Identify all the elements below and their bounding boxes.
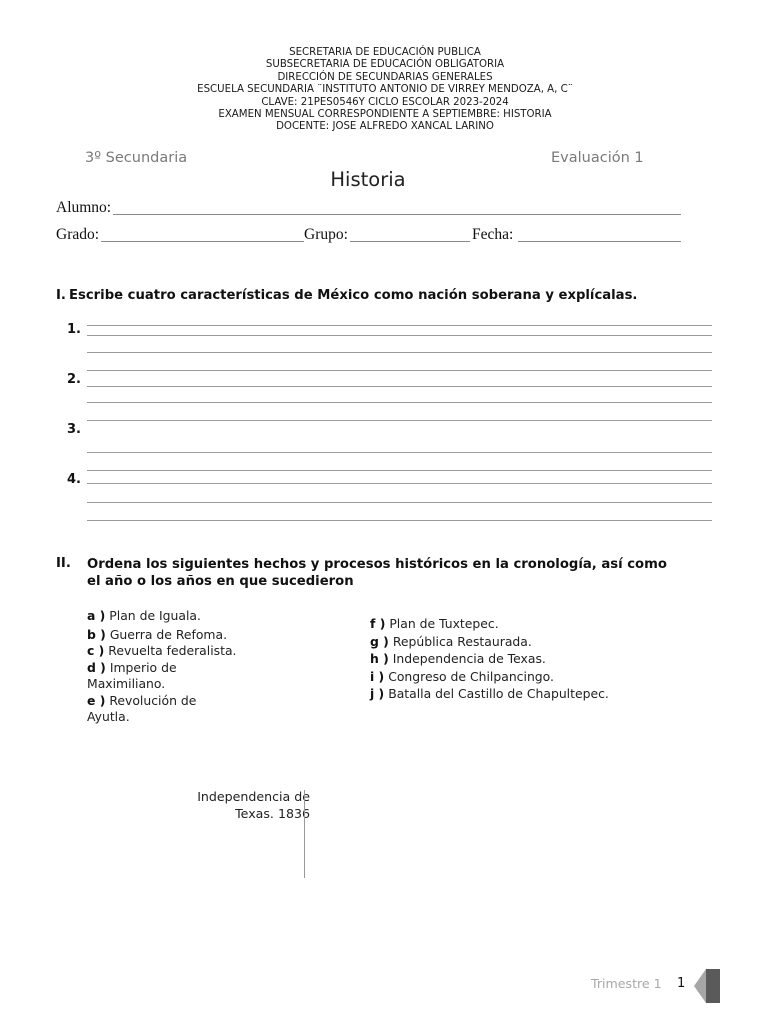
footer-trimester: Trimestre 1	[591, 976, 662, 991]
header-line: DOCENTE: JOSE ALFREDO XANCAL LARINO	[276, 121, 494, 133]
header-line: SECRETARIA DE EDUCACIÓN PUBLICA	[289, 47, 481, 58]
answer-line[interactable]	[87, 352, 712, 353]
grado-label: Grado:	[56, 226, 100, 243]
answer-line[interactable]	[87, 520, 712, 521]
answer-number-1: 1.	[67, 322, 81, 337]
list-item: a ) Plan de Iguala.	[87, 608, 201, 623]
list-item: c ) Revuelta federalista.	[87, 643, 237, 658]
list-item: d ) Imperio de Maximiliano.	[87, 659, 177, 691]
events-list-right	[370, 615, 670, 703]
answer-number-3: 3.	[67, 422, 81, 437]
evaluation-label: Evaluación 1	[551, 150, 644, 166]
grupo-field[interactable]	[350, 241, 470, 242]
timeline-label	[150, 788, 310, 822]
list-item: i ) Congreso de Chilpancingo.	[370, 668, 554, 684]
timeline-axis	[304, 790, 305, 878]
grupo-label: Grupo:	[304, 226, 348, 243]
answer-line[interactable]	[87, 325, 712, 326]
section-2-instruction-line: Ordena los siguientes hechos y procesos históricos en la cronología, así como	[87, 557, 667, 572]
header-line: ESCUELA SECUNDARIA ¨INSTITUTO ANTONIO DE VIRREY MENDOZA, A, C¨	[197, 84, 573, 96]
header-line: EXAMEN MENSUAL CORRESPONDIENTE A SEPTIEMBRE: HISTORIA	[218, 109, 552, 121]
answer-number-2: 2.	[67, 372, 81, 387]
timeline-label-line: Independencia de	[197, 789, 310, 804]
page-tab-icon	[694, 969, 722, 1003]
header-line: CLAVE: 21PES0546Y CICLO ESCOLAR 2023-2024	[261, 96, 509, 108]
section-2-instruction-line: el año o los años en que sucedieron	[87, 574, 354, 589]
answer-line[interactable]	[87, 386, 712, 387]
list-item: b ) Guerra de Refoma.	[87, 626, 228, 642]
section-1-number: I.	[56, 288, 66, 303]
header-line: SUBSECRETARIA DE EDUCACIÓN OBLIGATORIA	[265, 59, 505, 71]
list-item: e ) Revolución de Ayutla.	[87, 692, 197, 724]
timeline-label-line: Texas. 1836	[235, 806, 310, 821]
answer-line[interactable]	[87, 452, 712, 453]
page-number: 1	[677, 976, 686, 991]
list-item: j ) Batalla del Castillo de Chapultepec.	[370, 686, 609, 702]
section-2-instruction	[87, 556, 667, 590]
answer-line[interactable]	[87, 370, 712, 371]
fecha-field[interactable]	[518, 241, 681, 242]
fecha-label: Fecha:	[472, 226, 514, 243]
header-line: DIRECCIÓN DE SECUNDARIAS GENERALES	[277, 71, 493, 83]
grado-field[interactable]	[101, 241, 304, 242]
list-item: f ) Plan de Tuxtepec.	[370, 616, 499, 631]
answer-line[interactable]	[87, 420, 712, 421]
school-header	[0, 47, 768, 134]
events-list-left	[87, 608, 237, 726]
answer-number-4: 4.	[67, 472, 81, 487]
alumno-label: Alumno:	[56, 199, 112, 216]
answer-line[interactable]	[87, 470, 712, 471]
section-1-instruction: Escribe cuatro características de México como nación soberana y explícalas.	[69, 288, 638, 303]
subject-title: Historia	[330, 168, 406, 191]
list-item: h ) Independencia de Texas.	[370, 651, 546, 667]
alumno-field[interactable]	[113, 214, 681, 215]
section-2-number: II.	[56, 556, 71, 571]
answer-line[interactable]	[87, 402, 712, 403]
list-item: g ) República Restaurada.	[370, 633, 532, 649]
grade-label: 3º Secundaria	[85, 150, 188, 166]
answer-line[interactable]	[87, 502, 712, 503]
answer-line[interactable]	[87, 335, 712, 336]
answer-line[interactable]	[87, 483, 712, 484]
